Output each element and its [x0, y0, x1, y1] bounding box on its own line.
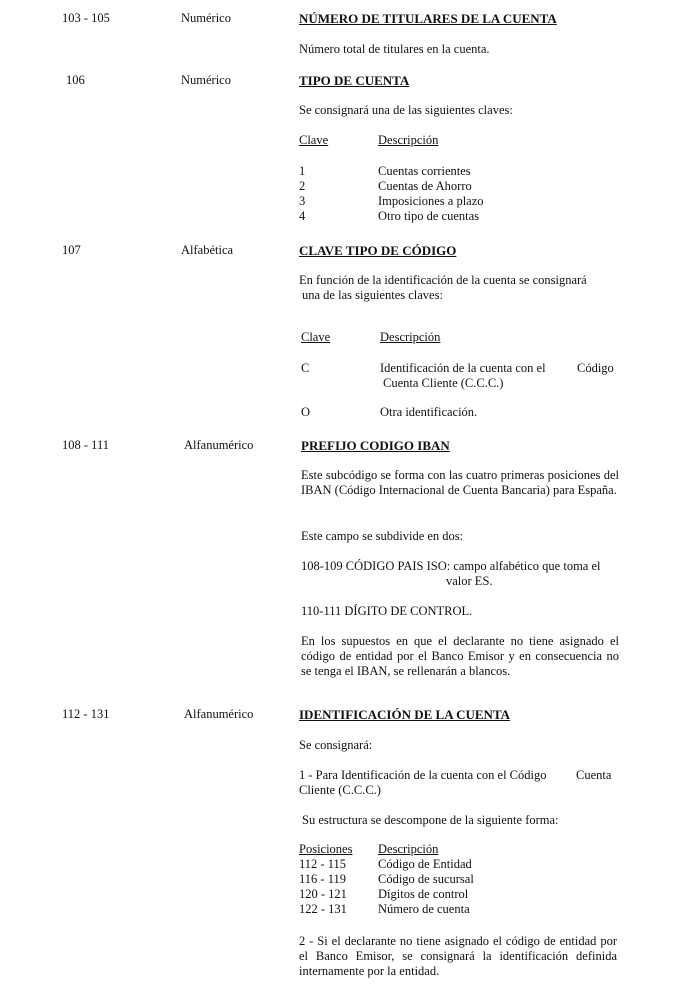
position-range: 116 - 119	[299, 872, 346, 886]
field-type: Alfanumérico	[184, 707, 254, 721]
clave-key: 4	[299, 209, 306, 223]
field-paragraph: Cuenta	[576, 768, 612, 782]
column-header-descripcion: Descripción	[378, 133, 439, 147]
field-positions: 107	[62, 243, 81, 257]
column-header-posiciones: Posiciones	[299, 842, 353, 856]
position-range: 122 - 131	[299, 902, 347, 916]
field-paragraph: 108-109 CÓDIGO PAIS ISO: campo alfabético que toma el	[301, 559, 601, 573]
field-intro: una de las siguientes claves:	[302, 288, 443, 302]
field-paragraph: En los supuestos en que el declarante no tiene asignado el código de entidad por el Banco Emisor y en consecuencia no se tenga el IBAN, se rellenarán a blancos.	[301, 634, 619, 678]
field-title: NÚMERO DE TITULARES DE LA CUENTA	[299, 11, 557, 26]
field-type: Numérico	[181, 73, 231, 87]
position-desc: Código de sucursal	[378, 872, 474, 886]
field-type: Alfabética	[181, 243, 234, 257]
field-text: Número total de titulares en la cuenta.	[299, 42, 490, 56]
field-title: TIPO DE CUENTA	[299, 73, 410, 88]
clave-desc: Otro tipo de cuentas	[378, 209, 480, 223]
field-positions: 106	[66, 73, 85, 87]
field-positions: 108 - 111	[62, 438, 109, 452]
field-title: PREFIJO CODIGO IBAN	[301, 438, 450, 453]
clave-desc: Cuentas de Ahorro	[378, 179, 472, 193]
field-type: Numérico	[181, 11, 231, 25]
column-header-descripcion: Descripción	[378, 842, 439, 856]
position-desc: Número de cuenta	[378, 902, 470, 916]
clave-desc: Cuentas corrientes	[378, 164, 471, 178]
field-title: IDENTIFICACIÓN DE LA CUENTA	[299, 707, 511, 722]
position-desc: Dígitos de control	[378, 887, 469, 901]
clave-desc: Otra identificación.	[380, 405, 478, 419]
clave-key: C	[301, 361, 310, 375]
field-paragraph: Este subcódigo se forma con las cuatro primeras posiciones del IBAN (Código Internacional de Cuenta Bancaria) para España.	[301, 468, 619, 497]
clave-key: O	[301, 405, 311, 419]
field-paragraph: valor ES.	[446, 574, 493, 588]
position-range: 120 - 121	[299, 887, 347, 901]
column-header-clave: Clave	[301, 330, 331, 344]
clave-desc: Código	[577, 361, 614, 375]
field-positions: 103 - 105	[62, 11, 110, 25]
field-paragraph: 2 - Si el declarante no tiene asignado el código de entidad por el Banco Emisor, se consignará la identificación definida internamente por la entidad.	[299, 934, 617, 978]
field-paragraph: 1 - Para Identificación de la cuenta con el Código	[299, 768, 547, 782]
field-intro: En función de la identificación de la cuenta se consignará	[299, 273, 587, 287]
field-paragraph: 110-111 DÍGITO DE CONTROL.	[301, 604, 473, 618]
clave-desc: Imposiciones a plazo	[378, 194, 484, 208]
field-title: CLAVE TIPO DE CÓDIGO	[299, 243, 457, 258]
field-type: Alfanumérico	[184, 438, 254, 452]
position-range: 112 - 115	[299, 857, 346, 871]
column-header-clave: Clave	[299, 133, 329, 147]
clave-key: 3	[299, 194, 306, 208]
field-paragraph: Cliente (C.C.C.)	[299, 783, 381, 797]
field-paragraph: Se consignará:	[299, 738, 373, 752]
position-desc: Código de Entidad	[378, 857, 472, 871]
field-paragraph: Su estructura se descompone de la siguiente forma:	[302, 813, 559, 827]
column-header-descripcion: Descripción	[380, 330, 441, 344]
field-positions: 112 - 131	[62, 707, 110, 721]
clave-key: 1	[299, 164, 306, 178]
field-intro: Se consignará una de las siguientes claves:	[299, 103, 513, 117]
clave-key: 2	[299, 179, 306, 193]
clave-desc: Cuenta Cliente (C.C.C.)	[383, 376, 504, 390]
clave-desc: Identificación de la cuenta con el	[380, 361, 546, 375]
field-paragraph: Este campo se subdivide en dos:	[301, 529, 464, 543]
